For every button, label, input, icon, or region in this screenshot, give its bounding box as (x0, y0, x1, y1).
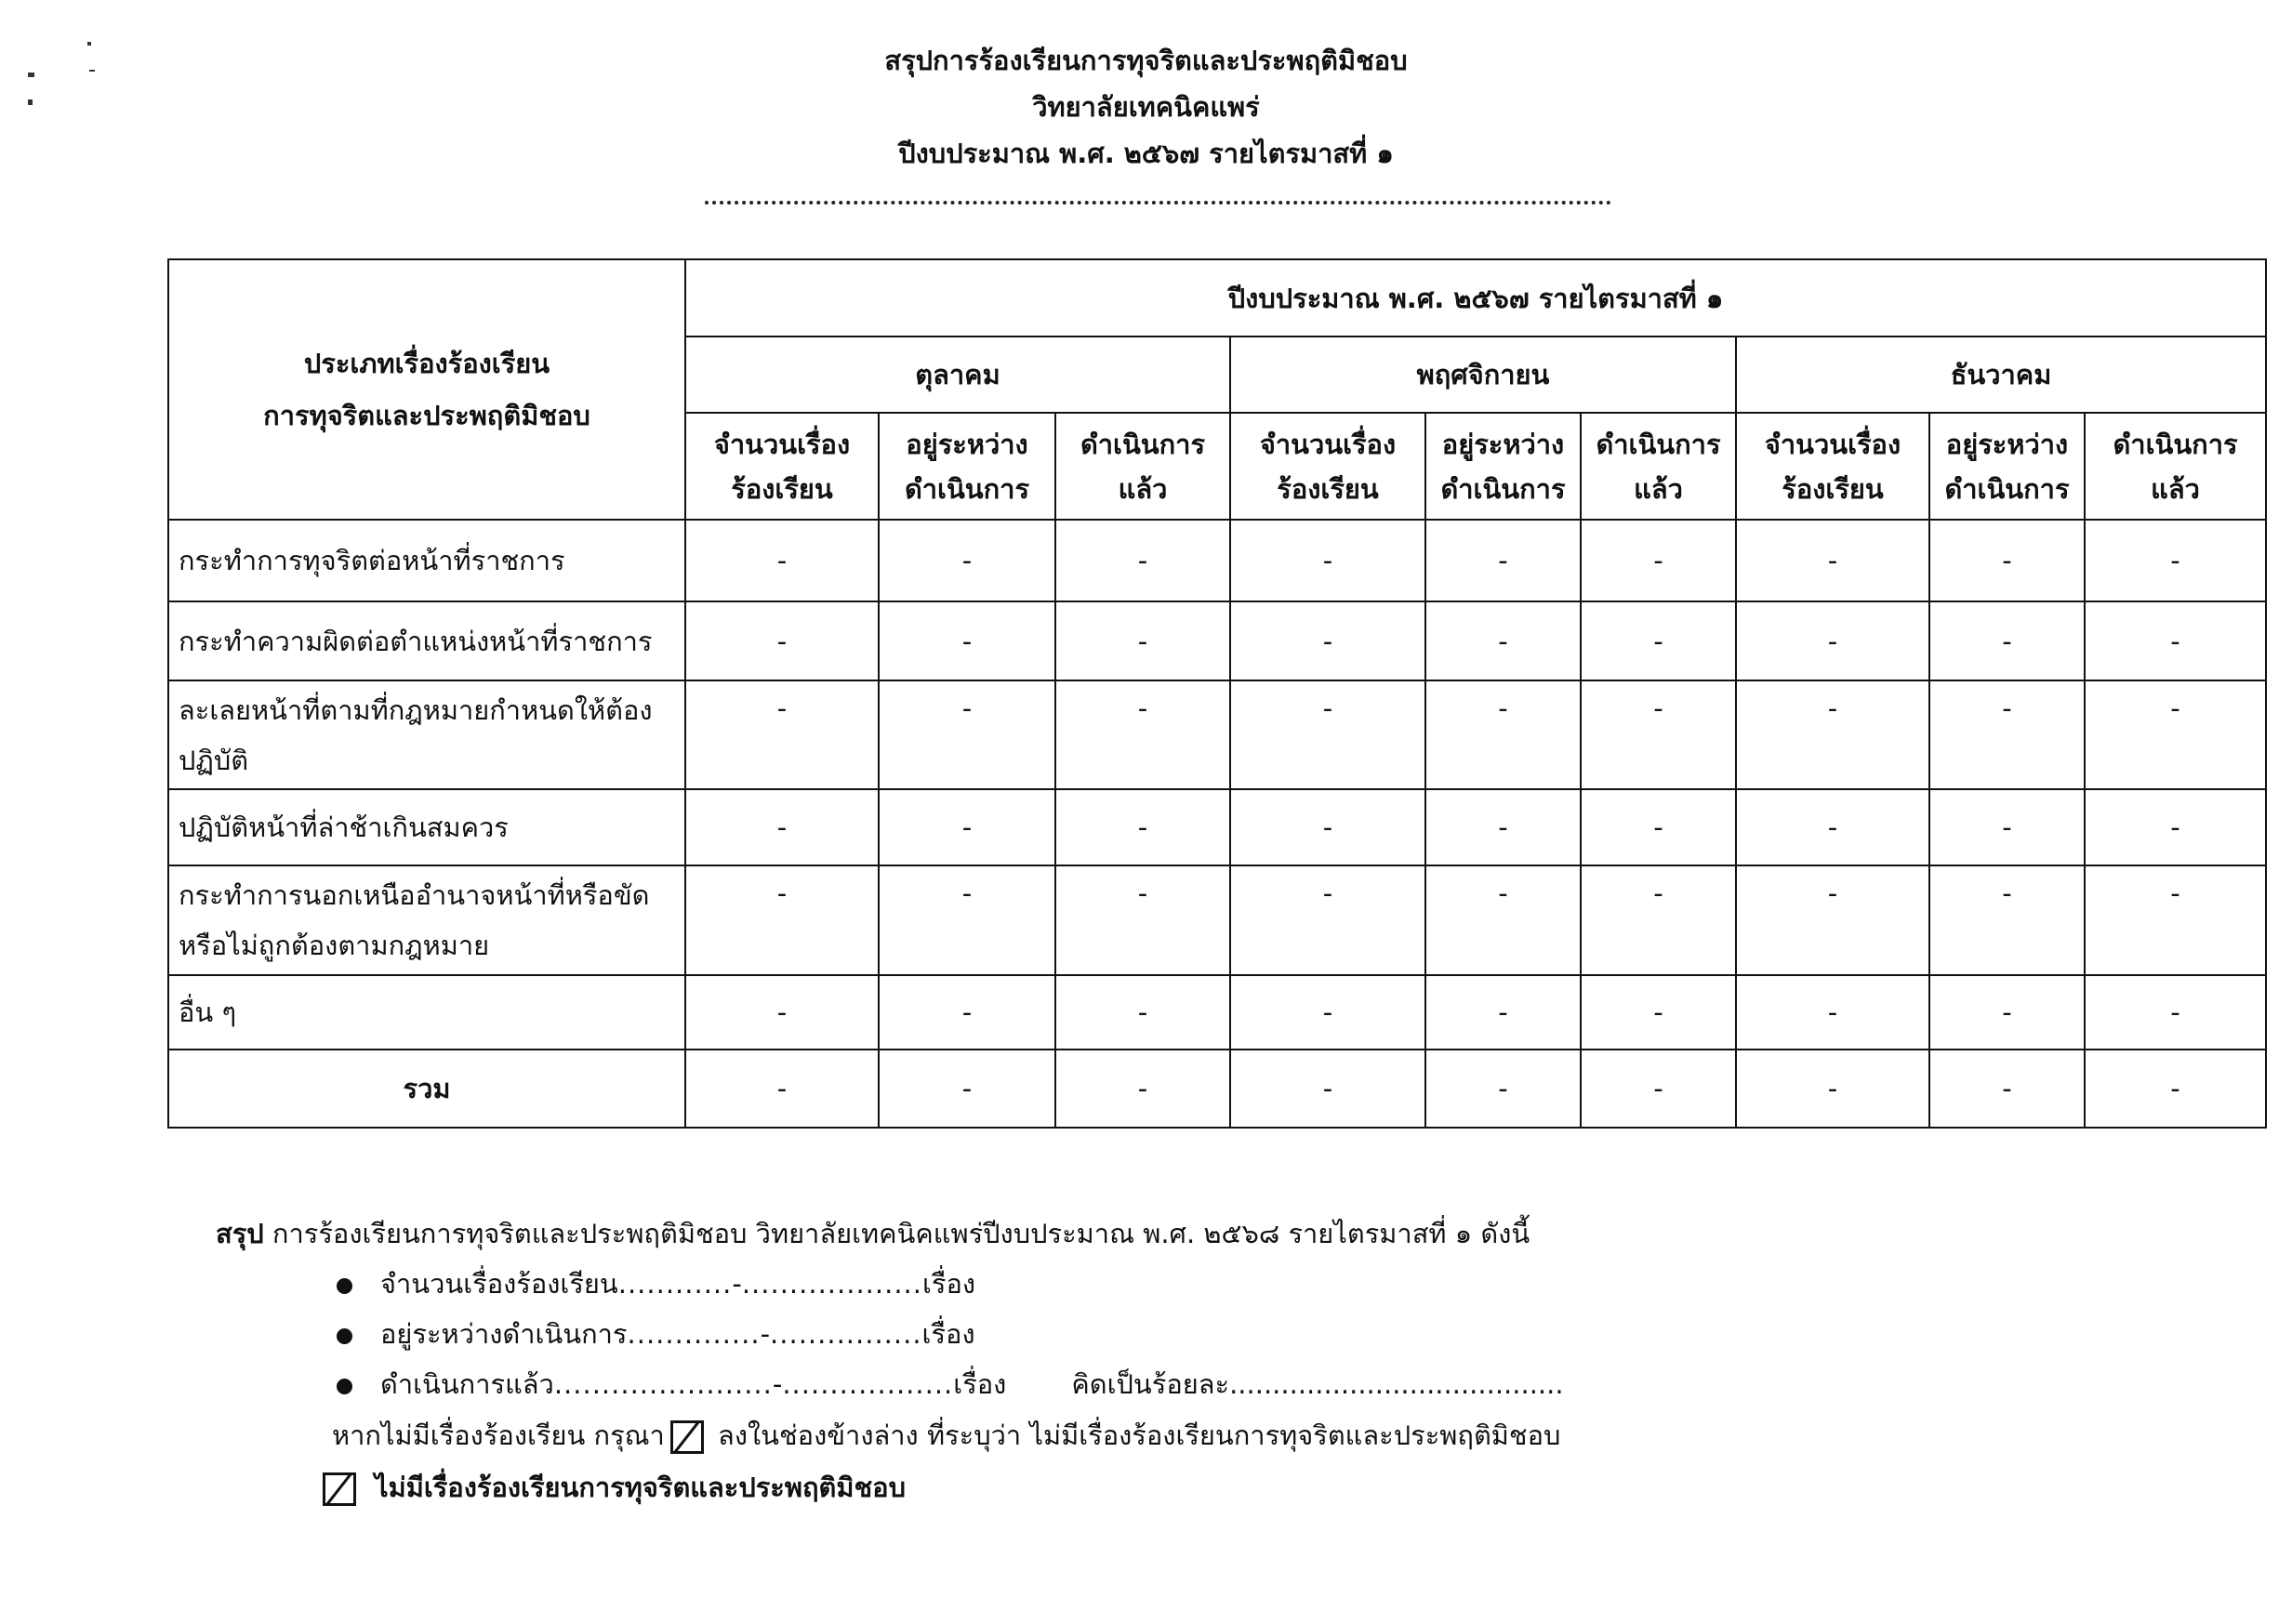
summary-heading-bold: สรุป (216, 1218, 264, 1249)
summary-heading (216, 1208, 1564, 1259)
row-label-line: ละเลยหน้าที่ตามที่กฎหมายกำหนดให้ต้อง (179, 693, 653, 726)
table-cell: - (685, 520, 879, 601)
table-cell: - (1581, 680, 1736, 789)
row-label (168, 865, 685, 975)
dotted-leader: ................... (741, 1268, 922, 1300)
sub-header-line: จำนวนเรื่อง (1259, 428, 1397, 460)
table-cell: - (879, 789, 1055, 865)
total-cell: - (2085, 1050, 2266, 1128)
table-cell: - (2085, 865, 2266, 975)
dotted-leader: .............. (627, 1318, 761, 1350)
table-row (168, 680, 2266, 789)
sub-header-line: อยู่ระหว่าง (1945, 428, 2069, 460)
table-cell: - (879, 520, 1055, 601)
row-label-line: กระทำการนอกเหนืออำนาจหน้าที่หรือขัด (179, 878, 650, 911)
month-header: ตุลาคม (685, 337, 1230, 413)
total-cell: - (879, 1050, 1055, 1128)
table-cell: - (1425, 865, 1581, 975)
table-cell: - (1581, 520, 1736, 601)
summary-item-unit: เรื่อง (921, 1318, 975, 1350)
table-cell: - (1055, 865, 1230, 975)
total-row (168, 1050, 2266, 1128)
instruction-text-after: ลงในช่องข้างล่าง ที่ระบุว่า ไม่มีเรื่องร้องเรียนการทุจริตและประพฤติมิชอบ (709, 1419, 1561, 1451)
table-cell: - (1929, 789, 2085, 865)
summary-item-label: จำนวนเรื่องร้องเรียน (380, 1268, 618, 1300)
no-complaint-checkbox[interactable] (323, 1472, 356, 1506)
period-header: ปีงบประมาณ พ.ศ. ๒๕๖๗ รายไตรมาสที่ ๑ (685, 259, 2266, 337)
sub-header-line: อยู่ระหว่าง (1441, 428, 1565, 460)
table-cell: - (2085, 975, 2266, 1050)
table-row (168, 601, 2266, 680)
dotted-leader: .................. (782, 1368, 954, 1400)
table-cell: - (1581, 601, 1736, 680)
sub-header-line: ดำเนินการ (1080, 428, 1206, 460)
sub-header-line: ร้องเรียน (1277, 472, 1379, 505)
sub-header-line: แล้ว (2151, 472, 2200, 505)
title-dotted-separator (705, 201, 1611, 205)
total-cell: - (1230, 1050, 1425, 1128)
table-row (168, 865, 2266, 975)
table-cell: - (1055, 789, 1230, 865)
table-cell: - (1929, 680, 2085, 789)
table-cell: - (1230, 520, 1425, 601)
instruction-text-before: หากไม่มีเรื่องร้องเรียน กรุณา (332, 1419, 665, 1451)
table-cell: - (1929, 975, 2085, 1050)
summary-section (216, 1208, 1564, 1513)
table-cell: - (1425, 789, 1581, 865)
total-cell: - (1055, 1050, 1230, 1128)
instruction-line (216, 1409, 1564, 1461)
total-label: รวม (168, 1050, 685, 1128)
table-cell: - (1425, 975, 1581, 1050)
total-cell: - (1736, 1050, 1929, 1128)
table-cell: - (879, 601, 1055, 680)
table-cell: - (1230, 680, 1425, 789)
sub-header-line: จำนวนเรื่อง (1764, 428, 1901, 460)
summary-item-unit: เรื่อง (921, 1268, 976, 1300)
summary-item-label: ดำเนินการแล้ว (380, 1368, 554, 1400)
table-cell: - (1736, 680, 1929, 789)
table-cell: - (1425, 680, 1581, 789)
table-cell: - (1425, 520, 1581, 601)
table-cell: - (1230, 789, 1425, 865)
table-cell: - (1581, 789, 1736, 865)
month-header: ธันวาคม (1736, 337, 2266, 413)
table-cell: - (2085, 601, 2266, 680)
table-row (168, 975, 2266, 1050)
table-cell: - (685, 865, 879, 975)
total-cell: - (1581, 1050, 1736, 1128)
table-cell: - (1425, 601, 1581, 680)
table-cell: - (1230, 601, 1425, 680)
table-body (168, 520, 2266, 1128)
table-cell: - (1736, 865, 1929, 975)
summary-item-value: - (760, 1318, 771, 1350)
total-cell: - (1425, 1050, 1581, 1128)
row-label-line: อื่น ๆ (179, 996, 237, 1028)
bullet-icon (337, 1278, 352, 1294)
dotted-leader: ....................... (553, 1368, 773, 1400)
summary-item-value: - (732, 1268, 742, 1300)
bullet-icon (337, 1328, 352, 1344)
sub-header-line: ดำเนินการ (1596, 428, 1721, 460)
table-cell: - (879, 865, 1055, 975)
table-cell: - (1929, 601, 2085, 680)
sub-header-complaints (1736, 413, 1929, 520)
table-cell: - (879, 680, 1055, 789)
sub-header-line: แล้ว (1118, 472, 1168, 505)
dotted-leader: ................ (770, 1318, 922, 1350)
total-cell: - (685, 1050, 879, 1128)
summary-item (216, 1259, 1564, 1309)
sub-header-line: ดำเนินการ (1944, 472, 2070, 505)
summary-item-unit: เรื่อง (953, 1368, 1007, 1400)
table-cell: - (1736, 789, 1929, 865)
table-cell: - (1055, 601, 1230, 680)
total-cell: - (1929, 1050, 2085, 1128)
table-cell: - (1929, 520, 2085, 601)
category-header (168, 259, 685, 520)
sub-header-line: จำนวนเรื่อง (713, 428, 851, 460)
category-header-line: ประเภทเรื่องร้องเรียน (303, 348, 550, 379)
title-line-2: วิทยาลัยเทคนิคแพร่ (1032, 91, 1260, 123)
summary-item (216, 1309, 1564, 1359)
table-cell: - (1055, 520, 1230, 601)
sub-header-line: ร้องเรียน (1782, 472, 1884, 505)
complaint-summary-table (167, 258, 2267, 1129)
table-cell: - (2085, 680, 2266, 789)
sub-header-done (1581, 413, 1736, 520)
row-label (168, 601, 685, 680)
table-cell: - (1055, 975, 1230, 1050)
sub-header-line: ร้องเรียน (731, 472, 833, 505)
sub-header-line: แล้ว (1634, 472, 1683, 505)
row-label (168, 520, 685, 601)
table-cell: - (1230, 865, 1425, 975)
sub-header-line: อยู่ระหว่าง (906, 428, 1028, 460)
sub-header-line: ดำเนินการ (1440, 472, 1566, 505)
sub-header-done (1055, 413, 1230, 520)
sub-header-line: ดำเนินการ (2113, 428, 2238, 460)
row-label (168, 680, 685, 789)
no-complaint-label: ไม่มีเรื่องร้องเรียนการทุจริตและประพฤติมิชอบ (375, 1472, 907, 1503)
row-label-line: ปฏิบัติหน้าที่ล่าช้าเกินสมควร (179, 811, 509, 843)
row-label (168, 789, 685, 865)
summary-item-label: อยู่ระหว่างดำเนินการ (380, 1318, 628, 1350)
table-cell: - (685, 789, 879, 865)
dotted-leader: ............ (617, 1268, 733, 1300)
row-label-line: กระทำความผิดต่อตำแหน่งหน้าที่ราชการ (179, 625, 653, 657)
sub-header-complaints (1230, 413, 1425, 520)
percentage-field: คิดเป็นร้อยละ....................................... (1071, 1368, 1564, 1400)
summary-item-value: - (772, 1368, 783, 1400)
bullet-icon (337, 1379, 352, 1394)
document-title (0, 37, 2292, 177)
title-line-3: ปีงบประมาณ พ.ศ. ๒๕๖๗ รายไตรมาสที่ ๑ (898, 138, 1394, 169)
sub-header-done (2085, 413, 2266, 520)
table-cell: - (1581, 975, 1736, 1050)
table-cell: - (879, 975, 1055, 1050)
table-row (168, 520, 2266, 601)
no-complaint-option (216, 1461, 1564, 1513)
table-cell: - (2085, 789, 2266, 865)
row-label-line: หรือไม่ถูกต้องตามกฎหมาย (179, 929, 490, 961)
table-row (168, 789, 2266, 865)
table-cell: - (1581, 865, 1736, 975)
summary-heading-text: การร้องเรียนการทุจริตและประพฤติมิชอบ วิทยาลัยเทคนิคแพร่ปีงบประมาณ พ.ศ. ๒๕๖๘ รายไตรมาสที่ ๑ ดังนี้ (263, 1218, 1530, 1249)
sub-header-complaints (685, 413, 879, 520)
table-cell: - (685, 601, 879, 680)
summary-item (216, 1359, 1564, 1409)
sub-header-line: ดำเนินการ (904, 472, 1030, 505)
sub-header-in-progress (1929, 413, 2085, 520)
sub-header-in-progress (879, 413, 1055, 520)
table-cell: - (685, 680, 879, 789)
table-cell: - (1929, 865, 2085, 975)
row-label-line: กระทำการทุจริตต่อหน้าที่ราชการ (179, 545, 565, 577)
table-cell: - (1736, 601, 1929, 680)
title-line-1: สรุปการร้องเรียนการทุจริตและประพฤติมิชอบ (884, 45, 1408, 76)
table-cell: - (2085, 520, 2266, 601)
checkbox-example-icon (670, 1420, 704, 1454)
table-cell: - (685, 975, 879, 1050)
table-cell: - (1736, 520, 1929, 601)
sub-header-in-progress (1425, 413, 1581, 520)
category-header-line: การทุจริตและประพฤติมิชอบ (263, 400, 590, 431)
month-header: พฤศจิกายน (1230, 337, 1736, 413)
table-cell: - (1230, 975, 1425, 1050)
row-label-line: ปฏิบัติ (179, 744, 249, 776)
table-cell: - (1055, 680, 1230, 789)
table-cell: - (1736, 975, 1929, 1050)
row-label (168, 975, 685, 1050)
